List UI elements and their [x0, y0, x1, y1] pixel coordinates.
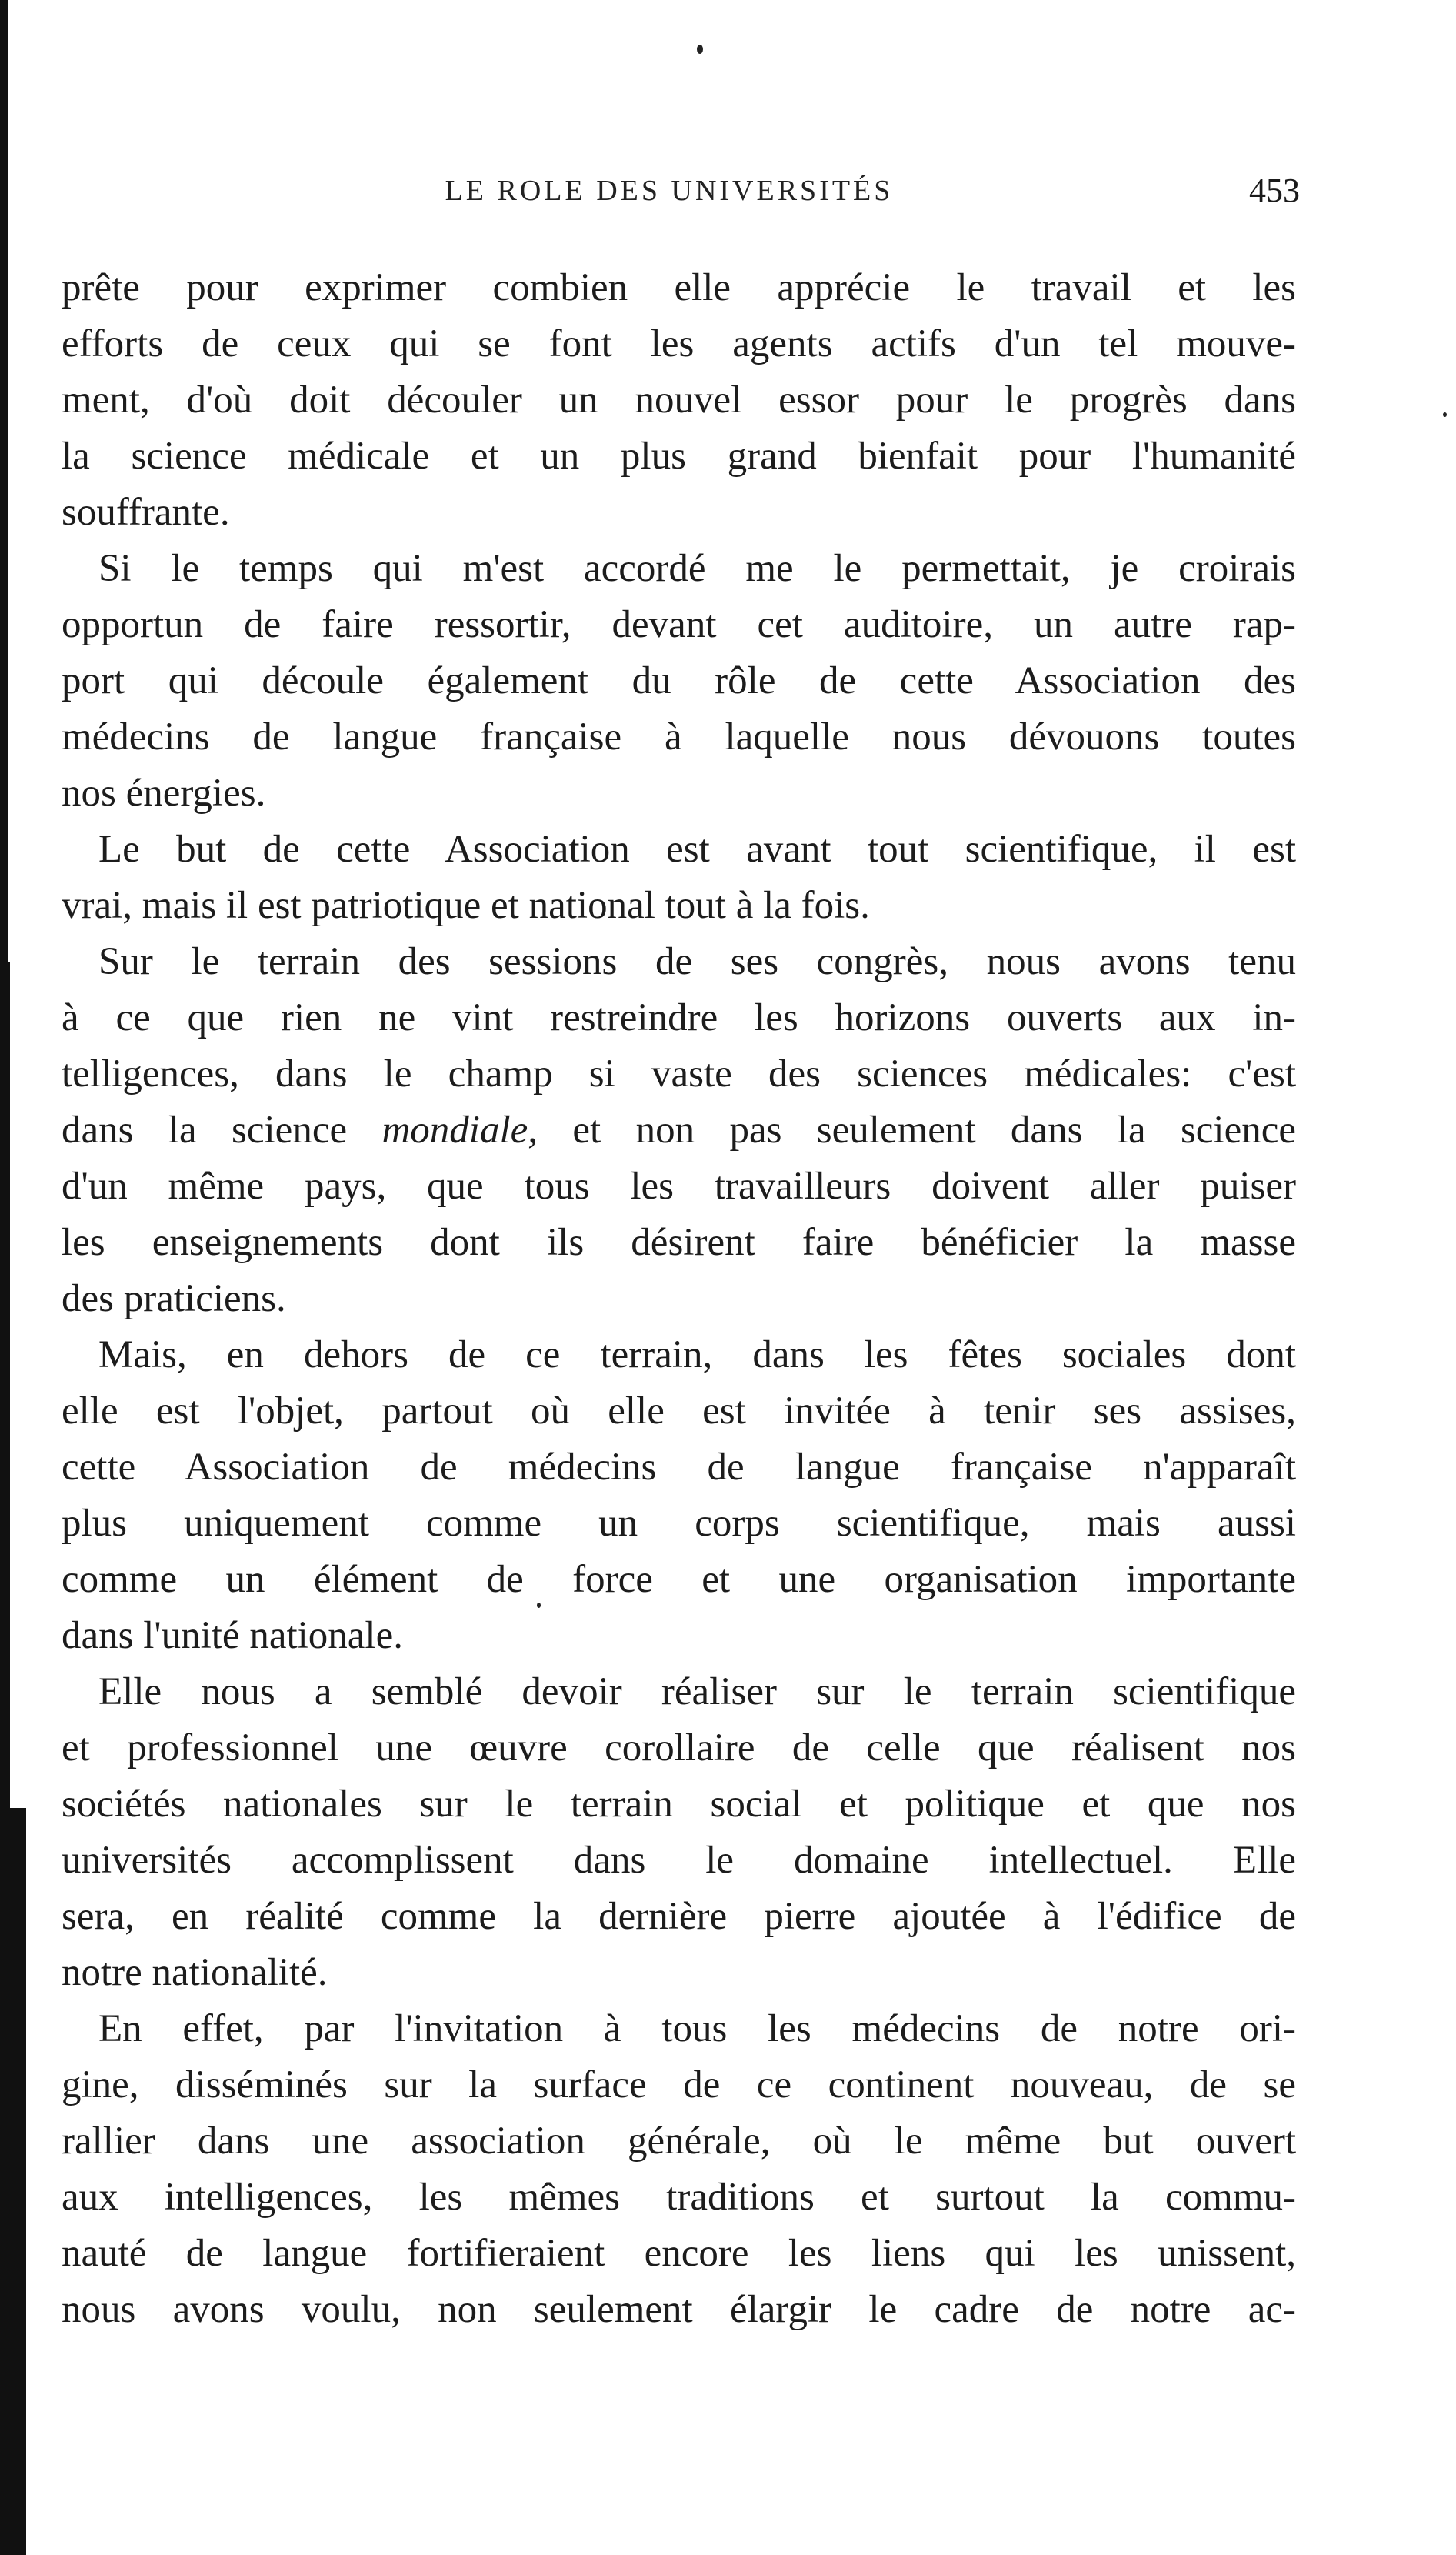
- text-line: prête pour exprimer combien elle apprécie le travail et les: [62, 266, 1296, 309]
- text-line: et professionnel une œuvre corollaire de celle que réalisent nos: [62, 1726, 1296, 1769]
- text-line: nous avons voulu, non seulement élargir le cadre de notre ac-: [62, 2288, 1296, 2331]
- running-title: LE ROLE DES UNIVERSITÉS: [445, 175, 894, 207]
- text-line: Sur le terrain des sessions de ses congrès, nous avons tenu: [98, 940, 1296, 983]
- page-number: 453: [1249, 172, 1300, 209]
- text-line: sociétés nationales sur le terrain social et politique et que nos: [62, 1783, 1296, 1826]
- text-line: vrai, mais il est patriotique et national tout à la fois.: [62, 884, 870, 927]
- text-line: gine, disséminés sur la surface de ce continent nouveau, de se: [62, 2063, 1296, 2106]
- text-line: souffrante.: [62, 491, 230, 534]
- text-line: efforts de ceux qui se font les agents actifs d'un tel mouve-: [62, 322, 1296, 365]
- text-line: nauté de langue fortifieraient encore les liens qui les unissent,: [62, 2232, 1296, 2275]
- text-line: notre nationalité.: [62, 1951, 328, 1994]
- scan-edge-shadow-bottom: [0, 1808, 26, 2555]
- running-head: [0, 168, 1456, 214]
- text-line: sera, en réalité comme la dernière pierre ajoutée à l'édifice de: [62, 1895, 1296, 1938]
- text-line: universités accomplissent dans le domaine intellectuel. Elle: [62, 1839, 1296, 1882]
- text-line: les enseignements dont ils désirent faire bénéficier la masse: [62, 1221, 1296, 1264]
- text-line: Si le temps qui m'est accordé me le permettait, je croirais: [98, 547, 1296, 590]
- text-line: cette Association de médecins de langue française n'apparaît: [62, 1446, 1296, 1489]
- text-line: aux intelligences, les mêmes traditions et surtout la commu-: [62, 2176, 1296, 2219]
- ink-speck: [697, 45, 703, 54]
- ink-speck: [1443, 412, 1447, 417]
- emphasized-word: mondiale,: [381, 1109, 538, 1152]
- text-line: d'un même pays, que tous les travailleurs doivent aller puiser: [62, 1165, 1296, 1208]
- text-line: En effet, par l'invitation à tous les médecins de notre ori-: [98, 2007, 1296, 2050]
- text-line: des praticiens.: [62, 1277, 286, 1320]
- text-line: Elle nous a semblé devoir réaliser sur le terrain scientifique: [98, 1670, 1296, 1713]
- body-text: [62, 260, 1296, 2338]
- text-line: port qui découle également du rôle de cette Association des: [62, 659, 1296, 702]
- text-line-with-emphasis: [62, 1102, 1296, 1159]
- text-line: opportun de faire ressortir, devant cet auditoire, un autre rap-: [62, 603, 1296, 646]
- text-line: médecins de langue française à laquelle nous dévouons toutes: [62, 715, 1296, 759]
- text-line: à ce que rien ne vint restreindre les horizons ouverts aux in-: [62, 996, 1296, 1039]
- text-line: la science médicale et un plus grand bienfait pour l'humanité: [62, 435, 1296, 478]
- scan-edge-shadow-top: [0, 0, 8, 962]
- text-line: comme un élément de force et une organisation importante: [62, 1558, 1296, 1601]
- text-line: rallier dans une association générale, où le même but ouvert: [62, 2120, 1296, 2163]
- text-segment: dans la science: [62, 1109, 348, 1152]
- text-line: ment, d'où doit découler un nouvel essor pour le progrès dans: [62, 379, 1296, 422]
- text-line: elle est l'objet, partout où elle est invitée à tenir ses assises,: [62, 1389, 1296, 1433]
- text-line: telligences, dans le champ si vaste des sciences médicales: c'est: [62, 1052, 1296, 1096]
- text-line: Mais, en dehors de ce terrain, dans les fêtes sociales dont: [98, 1333, 1296, 1376]
- text-segment: et non pas seulement dans la science: [572, 1109, 1296, 1152]
- scan-edge-shadow-middle: [0, 962, 10, 1808]
- text-line: plus uniquement comme un corps scientifique, mais aussi: [62, 1502, 1296, 1545]
- text-line: dans l'unité nationale.: [62, 1614, 403, 1657]
- text-line: Le but de cette Association est avant tout scientifique, il est: [98, 828, 1296, 871]
- text-line: nos énergies.: [62, 772, 266, 815]
